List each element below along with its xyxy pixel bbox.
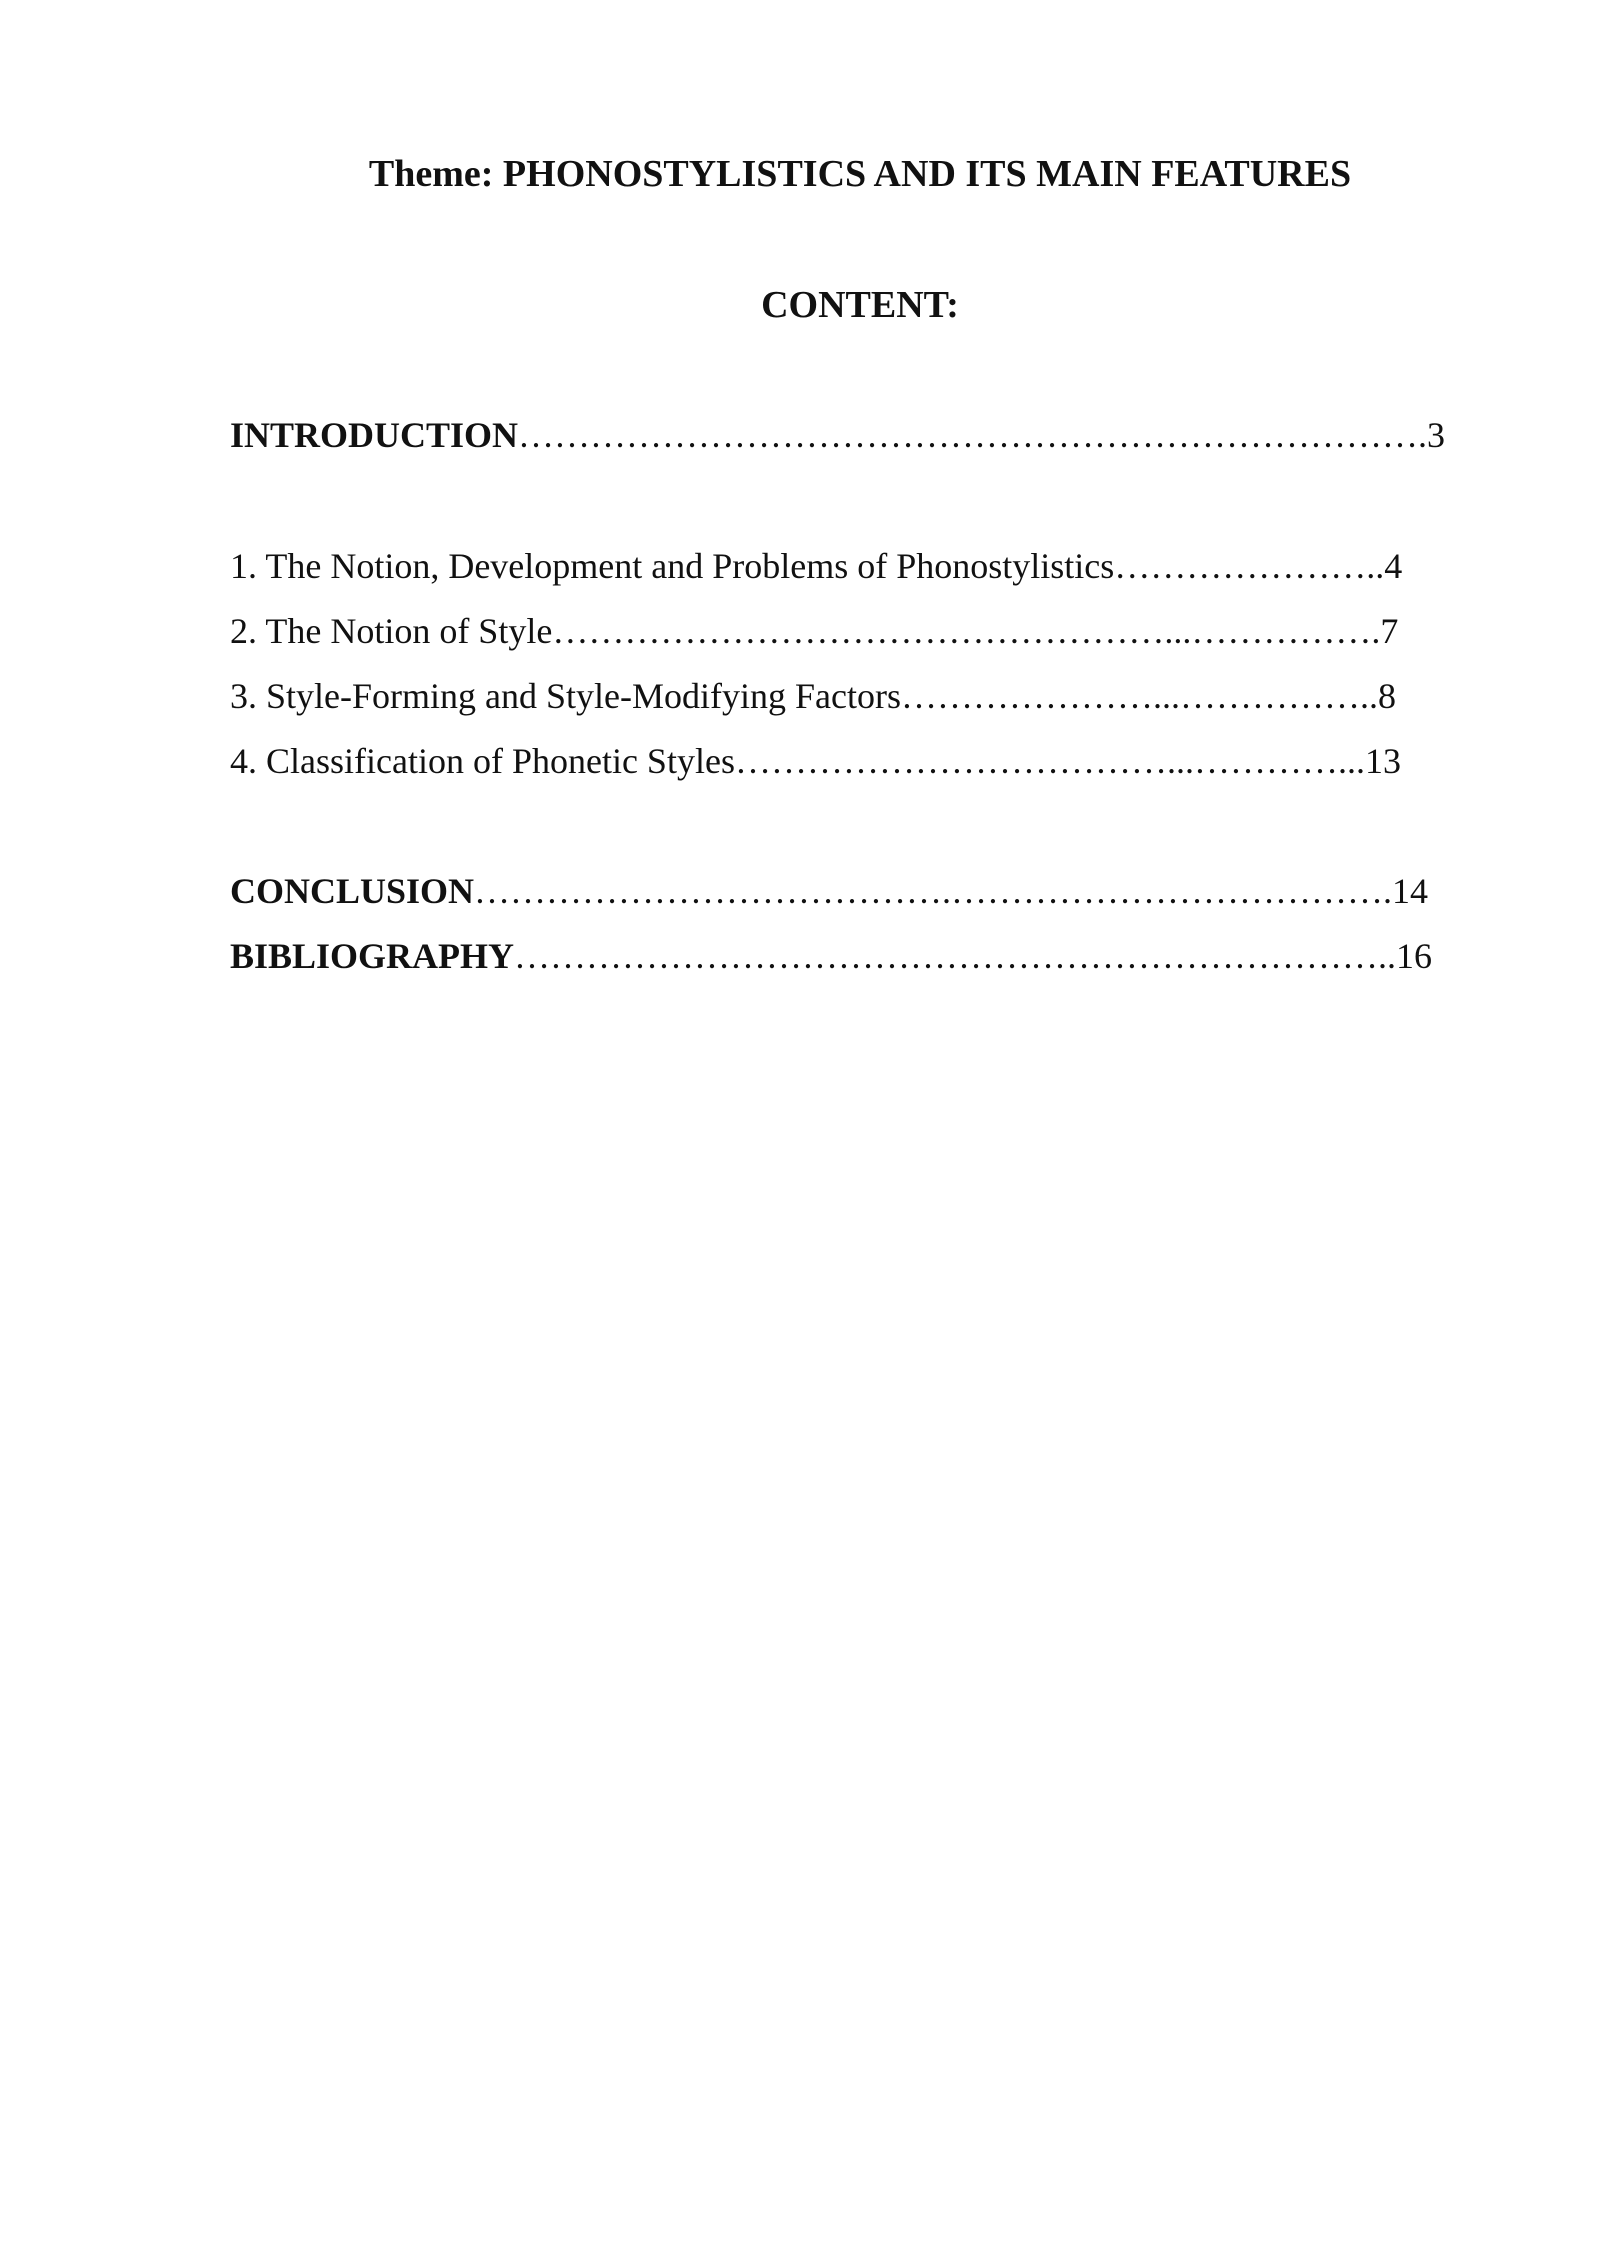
- toc-entry-leader: …………………..: [1114, 546, 1385, 586]
- toc-entry-conclusion: [230, 868, 1428, 914]
- content-heading: CONTENT:: [761, 284, 959, 326]
- toc-entry-leader: ………………………………...…………...: [734, 741, 1365, 781]
- toc-entry-label: 4. Classification of Phonetic Styles: [230, 741, 735, 781]
- toc-entry-page: 8: [1377, 676, 1396, 716]
- toc-entry-notion-of-style: [230, 608, 1398, 654]
- toc-entry-page: 3: [1427, 415, 1446, 455]
- toc-entry-page: 13: [1364, 741, 1401, 781]
- toc-entry-page: 16: [1396, 936, 1433, 976]
- toc-entry-introduction: [230, 412, 1445, 458]
- toc-entry-leader: ………………………………….……………………………….: [474, 871, 1393, 911]
- toc-entry-label: CONCLUSION: [230, 871, 475, 911]
- toc-entry-leader: …………………...……………..: [900, 676, 1378, 716]
- toc-entry-page: 4: [1384, 546, 1403, 586]
- document-theme-title: Theme: PHONOSTYLISTICS AND ITS MAIN FEATURES: [368, 153, 1352, 195]
- toc-entry-leader: ………………………………………………………………….: [518, 415, 1428, 455]
- toc-entry-label: 1. The Notion, Development and Problems of Phonostylistics: [230, 546, 1115, 586]
- toc-entry-label: INTRODUCTION: [230, 415, 519, 455]
- toc-entry-page: 7: [1380, 611, 1399, 651]
- toc-entry-label: 3. Style-Forming and Style-Modifying Factors: [230, 676, 901, 716]
- toc-entry-classification: [230, 738, 1401, 784]
- toc-entry-bibliography: [230, 933, 1432, 979]
- toc-entry-notion-development: [230, 543, 1402, 589]
- toc-entry-page: 14: [1392, 871, 1429, 911]
- toc-entry-label: 2. The Notion of Style: [230, 611, 553, 651]
- toc-entry-leader: ……………………………………………...…………….: [552, 611, 1381, 651]
- toc-entry-style-factors: [230, 673, 1396, 719]
- toc-entry-label: BIBLIOGRAPHY: [230, 936, 515, 976]
- toc-entry-leader: ………………………………………………………………..: [514, 936, 1397, 976]
